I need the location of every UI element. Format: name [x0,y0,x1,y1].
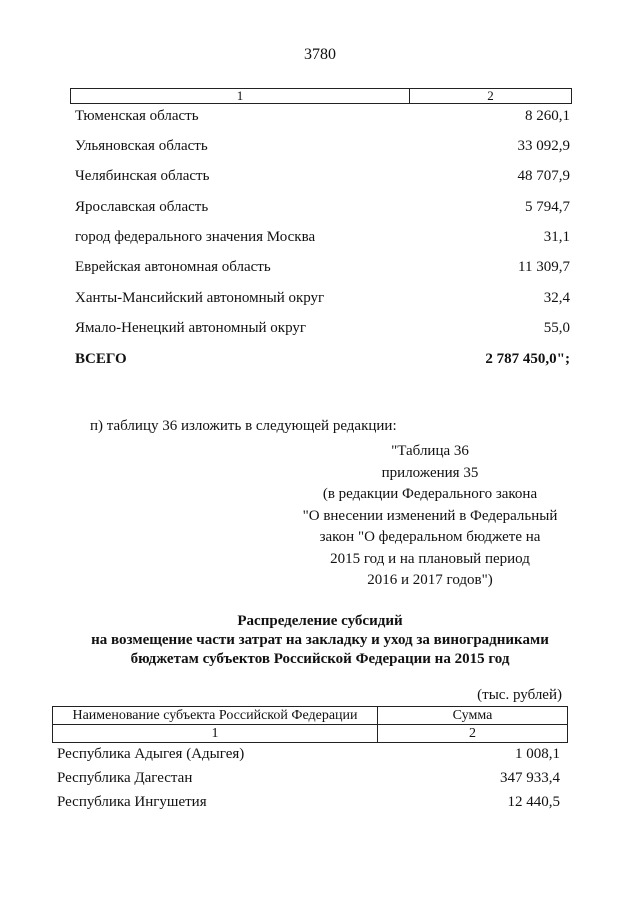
total-row [0,349,640,369]
table-row [0,227,640,247]
region-value: 32,4 [543,290,570,306]
table-row [0,744,640,764]
title-line: на возмещение части затрат на закладку и уход за виноградниками [91,632,549,648]
table-row [0,136,640,156]
table-row [0,768,640,788]
region-value: 31,1 [543,229,570,245]
reference-line: закон "О федеральном бюджете на [319,529,541,545]
table-row [0,106,640,126]
units-label: (тыс. рублей) [477,687,562,703]
table2-header-sum: Сумма [452,708,493,723]
region-name: Еврейская автономная область [75,259,271,275]
table2-header [52,706,568,743]
table2-col-number-1: 1 [53,725,378,742]
region-name: Тюменская область [75,108,199,124]
title-line: Распределение субсидий [237,613,403,629]
region-name: город федерального значения Москва [75,229,316,245]
table-title [0,612,640,669]
region-value: 48 707,9 [517,168,570,184]
region-name: Ханты-Мансийский автономный округ [75,290,325,306]
table1-header-col2: 2 [487,88,494,103]
region-value: 11 309,7 [518,259,570,275]
region-name: Республика Ингушетия [57,794,207,810]
table1-header [70,88,572,104]
region-name: Ямало-Ненецкий автономный округ [75,320,307,336]
region-name: Челябинская область [75,168,210,184]
region-value: 55,0 [543,320,570,336]
region-value: 347 933,4 [500,770,560,786]
region-name: Республика Дагестан [57,770,193,786]
region-value: 12 440,5 [507,794,560,810]
table2-number-row [53,724,567,742]
title-line: бюджетам субъектов Российской Федерации на 2015 год [130,651,510,667]
reference-line: приложения 35 [381,464,479,481]
table2-header-row [53,707,567,724]
region-value: 8 260,1 [525,108,570,124]
table1-header-col1: 1 [71,89,410,103]
reference-line: "О внесении изменений в Федеральный [302,507,558,524]
instruction-text: п) таблицу 36 изложить в следующей редакции: [90,418,397,434]
page-number: 3780 [304,46,336,63]
reference-line: 2016 и 2017 годов") [367,572,493,588]
region-name: Ульяновская область [75,138,208,154]
table-row [0,166,640,186]
table2-col-number-2: 2 [469,726,476,741]
region-value: 33 092,9 [517,138,570,154]
region-value: 1 008,1 [515,746,560,762]
table-row [0,792,640,812]
table-row [0,288,640,308]
region-name: Республика Адыгея (Адыгея) [57,746,245,762]
region-name: Ярославская область [75,199,209,215]
region-value: 5 794,7 [525,199,570,215]
reference-line: 2015 год и на плановый период [330,550,530,567]
table-row [0,318,640,338]
table-row [0,197,640,217]
total-value: 2 787 450,0"; [485,351,570,367]
reference-line: "Таблица 36 [391,443,469,459]
table-row [0,257,640,277]
reference-line: (в редакции Федерального закона [322,486,538,502]
table-reference-block [285,441,575,592]
total-label: ВСЕГО [75,351,127,367]
table2-header-name: Наименование субъекта Российской Федерации [53,707,378,724]
